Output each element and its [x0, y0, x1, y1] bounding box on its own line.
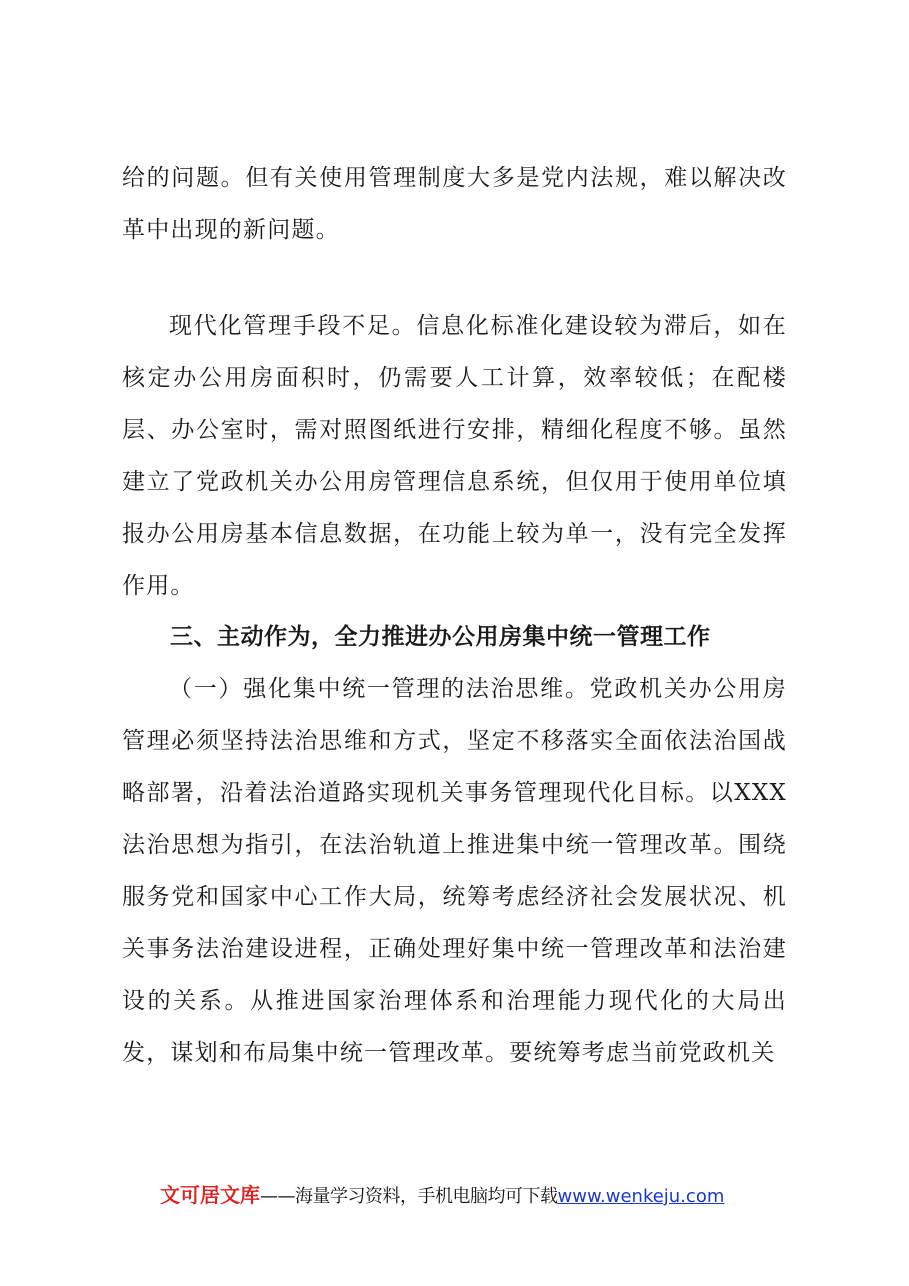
footer-slogan: ——海量学习资料，手机电脑均可下载	[260, 1186, 558, 1207]
paragraph-management-tools: 现代化管理手段不足。信息化标准化建设较为滞后，如在核定办公用房面积时，仍需要人工计算，效率较低；在配楼层、办公室时，需对照图纸进行安排，精细化程度不够。虽然建立了党政机关办公用房管理信息系统，但仅用于使用单位填报办公用房基本信息数据，在功能上较为单一，没有完全发挥作用。	[122, 313, 787, 599]
footer-brand: 文可居文库	[160, 1183, 260, 1207]
footer-banner	[160, 1180, 800, 1212]
footer-link[interactable]: www.wenkeju.com	[557, 1186, 725, 1207]
paragraph-rule-of-law: （一）强化集中统一管理的法治思维。党政机关办公用房管理必须坚持法治思维和方式，坚定不移落实全面依法治国战略部署，沿着法治道路实现机关事务管理现代化目标。以XXX法治思想为指引，在法治轨道上推进集中统一管理改革。围绕服务党和国家中心工作大局，统筹考虑经济社会发展状况、机关事务法治建设进程，正确处理好集中统一管理改革和法治建设的关系。从推进国家治理体系和治理能力现代化的大局出发，谋划和布局集中统一管理改革。要统筹考虑当前党政机关	[122, 676, 787, 1066]
section-heading: 三、主动作为，全力推进办公用房集中统一管理工作	[170, 624, 711, 650]
paragraph-continuation: 给的问题。但有关使用管理制度大多是党内法规，难以解决改革中出现的新问题。	[122, 165, 787, 243]
